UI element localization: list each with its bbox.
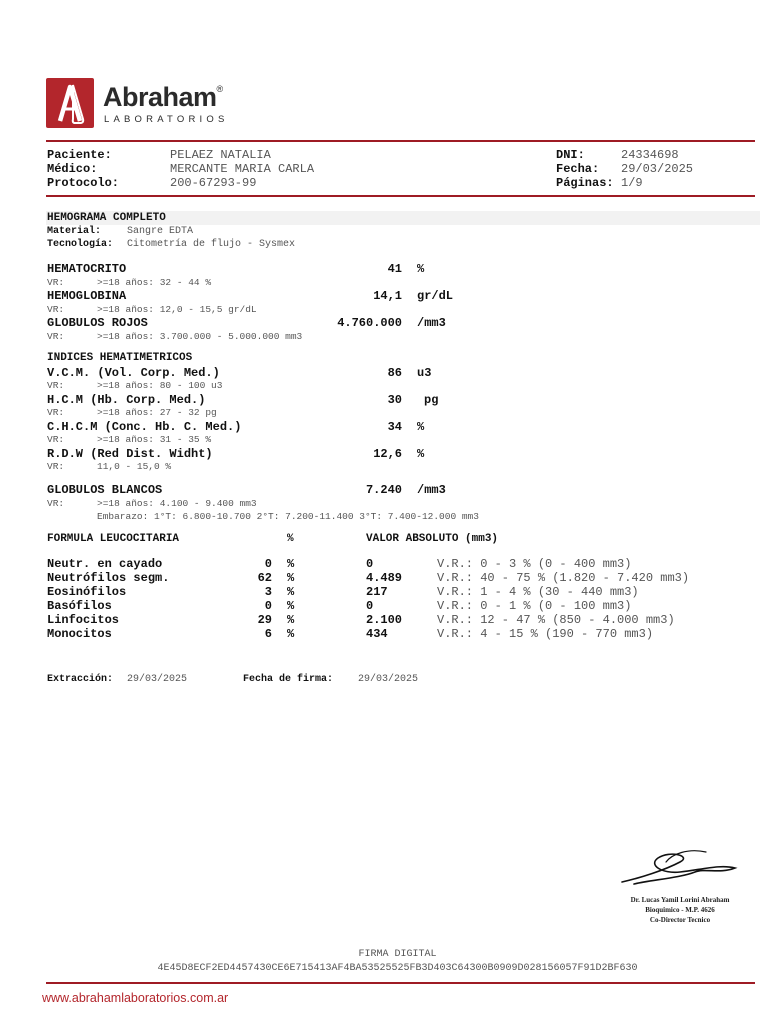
formula-cell-pct-sign: % bbox=[287, 557, 295, 571]
index-unit: u3 bbox=[417, 366, 432, 380]
vr-value: >=18 años: 12,0 - 15,5 gr/dL bbox=[97, 304, 257, 315]
paginas-value: 1/9 bbox=[621, 176, 643, 190]
handwritten-signature bbox=[610, 812, 750, 890]
index-value: 34 bbox=[387, 420, 402, 434]
formula-cell-pct: 29 bbox=[257, 613, 272, 627]
header-divider bbox=[46, 140, 755, 142]
formula-cell-pct-sign: % bbox=[287, 571, 295, 585]
result-unit: gr/dL bbox=[417, 289, 454, 303]
formula-cell-pct: 6 bbox=[264, 627, 272, 641]
index-unit: % bbox=[417, 447, 425, 461]
vr-value: >=18 años: 31 - 35 % bbox=[97, 434, 212, 445]
formula-title: FORMULA LEUCOCITARIA bbox=[47, 533, 180, 545]
formula-cell-name: Neutrófilos segm. bbox=[47, 571, 170, 585]
formula-cell-name: Neutr. en cayado bbox=[47, 557, 163, 571]
formula-cell-abs: 4.489 bbox=[366, 571, 403, 585]
protocolo-value: 200-67293-99 bbox=[170, 176, 257, 190]
material-value: Sangre EDTA bbox=[127, 226, 194, 237]
index-unit: pg bbox=[424, 393, 439, 407]
formula-cell-pct-sign: % bbox=[287, 613, 295, 627]
vr-value: >=18 años: 3.700.000 - 5.000.000 mm3 bbox=[97, 331, 303, 342]
vr-label: VR: bbox=[47, 331, 65, 342]
signer-role: Co-Director Tecnico bbox=[649, 916, 711, 924]
formula-cell-pct-sign: % bbox=[287, 599, 295, 613]
formula-cell-pct: 0 bbox=[264, 599, 272, 613]
formula-cell-vr: V.R.: 40 - 75 % (1.820 - 7.420 mm3) bbox=[437, 571, 690, 585]
paciente-value: PELAEZ NATALIA bbox=[170, 148, 271, 162]
result-unit: /mm3 bbox=[417, 316, 446, 330]
formula-cell-vr: V.R.: 0 - 3 % (0 - 400 mm3) bbox=[437, 557, 632, 571]
vr-value: >=18 años: 27 - 32 pg bbox=[97, 407, 217, 418]
vr-label: VR: bbox=[47, 380, 65, 391]
vr-label: VR: bbox=[47, 461, 65, 472]
vr-label: VR: bbox=[47, 498, 65, 509]
index-value: 30 bbox=[387, 393, 402, 407]
website-link[interactable]: www.abrahamlaboratorios.com.ar bbox=[42, 991, 229, 1005]
formula-cell-abs: 0 bbox=[366, 557, 374, 571]
formula-cell-abs: 217 bbox=[366, 585, 388, 599]
signer-name: Dr. Lucas Yamil Lorini Abraham bbox=[630, 896, 730, 904]
tecnologia-value: Citometría de flujo - Sysmex bbox=[127, 239, 296, 250]
dni-value: 24334698 bbox=[621, 148, 679, 162]
material-label: Material: bbox=[47, 226, 102, 237]
brand-subtitle: LABORATORIOS bbox=[104, 114, 229, 125]
formula-cell-vr: V.R.: 0 - 1 % (0 - 100 mm3) bbox=[437, 599, 632, 613]
firma-digital-label: FIRMA DIGITAL bbox=[358, 949, 437, 960]
fecha-label: Fecha: bbox=[556, 162, 600, 176]
blancos-name: GLOBULOS BLANCOS bbox=[47, 483, 163, 497]
index-name: V.C.M. (Vol. Corp. Med.) bbox=[47, 366, 220, 380]
result-name: GLOBULOS ROJOS bbox=[47, 316, 148, 330]
footer-divider bbox=[46, 982, 755, 984]
firma-date-label: Fecha de firma: bbox=[243, 674, 334, 685]
index-value: 12,6 bbox=[373, 447, 402, 461]
extraccion-label: Extracción: bbox=[47, 674, 114, 685]
brand-name: Abraham® bbox=[103, 82, 223, 112]
protocolo-label: Protocolo: bbox=[47, 176, 120, 190]
formula-cell-name: Linfocitos bbox=[47, 613, 120, 627]
result-name: HEMOGLOBINA bbox=[47, 289, 127, 303]
index-value: 86 bbox=[387, 366, 402, 380]
medico-value: MERCANTE MARIA CARLA bbox=[170, 162, 315, 176]
indices-title: INDICES HEMATIMETRICOS bbox=[47, 352, 193, 364]
vr-label: VR: bbox=[47, 304, 65, 315]
patient-divider bbox=[46, 195, 755, 197]
result-value: 4.760.000 bbox=[337, 316, 402, 330]
result-name: HEMATOCRITO bbox=[47, 262, 127, 276]
medico-label: Médico: bbox=[47, 162, 98, 176]
formula-cell-vr: V.R.: 12 - 47 % (850 - 4.000 mm3) bbox=[437, 613, 675, 627]
vr-label: VR: bbox=[47, 407, 65, 418]
formula-cell-vr: V.R.: 1 - 4 % (30 - 440 mm3) bbox=[437, 585, 639, 599]
dni-label: DNI: bbox=[556, 148, 585, 162]
vr-value: 11,0 - 15,0 % bbox=[97, 461, 172, 472]
index-name: R.D.W (Red Dist. Widht) bbox=[47, 447, 213, 461]
result-value: 41 bbox=[387, 262, 402, 276]
formula-abs-header: VALOR ABSOLUTO (mm3) bbox=[366, 533, 499, 545]
formula-cell-abs: 0 bbox=[366, 599, 374, 613]
vr-label: VR: bbox=[47, 434, 65, 445]
formula-cell-vr: V.R.: 4 - 15 % (190 - 770 mm3) bbox=[437, 627, 654, 641]
formula-cell-pct: 3 bbox=[264, 585, 272, 599]
signer-title: Bioquimico - M.P. 4626 bbox=[645, 906, 715, 914]
vr-label: VR: bbox=[47, 277, 65, 288]
index-name: C.H.C.M (Conc. Hb. C. Med.) bbox=[47, 420, 242, 434]
result-unit: % bbox=[417, 262, 425, 276]
result-value: 14,1 bbox=[373, 289, 402, 303]
brand-logo bbox=[46, 78, 94, 128]
index-name: H.C.M (Hb. Corp. Med.) bbox=[47, 393, 206, 407]
paginas-label: Páginas: bbox=[556, 176, 614, 190]
vr-value: >=18 años: 4.100 - 9.400 mm3 bbox=[97, 498, 257, 509]
formula-cell-name: Eosinófilos bbox=[47, 585, 127, 599]
vr-value: >=18 años: 32 - 44 % bbox=[97, 277, 212, 288]
tecnologia-label: Tecnología: bbox=[47, 239, 114, 250]
formula-cell-pct: 62 bbox=[257, 571, 272, 585]
formula-cell-pct: 0 bbox=[264, 557, 272, 571]
formula-cell-name: Basófilos bbox=[47, 599, 112, 613]
firma-digital-hash: 4E45D8ECF2ED4457430CE6E715413AF4BA53525525FB3D403C64300B0909D028156057F91D2BF630 bbox=[157, 963, 638, 974]
flask-a-logo-icon bbox=[46, 78, 94, 128]
index-unit: % bbox=[417, 420, 425, 434]
paciente-label: Paciente: bbox=[47, 148, 112, 162]
formula-cell-abs: 2.100 bbox=[366, 613, 403, 627]
vr-embarazo: Embarazo: 1°T: 6.800-10.700 2°T: 7.200-11.400 3°T: 7.400-12.000 mm3 bbox=[97, 511, 479, 522]
blancos-unit: /mm3 bbox=[417, 483, 446, 497]
formula-cell-name: Monocitos bbox=[47, 627, 112, 641]
study-title: HEMOGRAMA COMPLETO bbox=[47, 212, 166, 224]
firma-date-value: 29/03/2025 bbox=[358, 674, 419, 685]
extraccion-value: 29/03/2025 bbox=[127, 674, 188, 685]
blancos-value: 7.240 bbox=[365, 483, 402, 497]
formula-cell-pct-sign: % bbox=[287, 627, 295, 641]
vr-value: >=18 años: 80 - 100 u3 bbox=[97, 380, 223, 391]
fecha-value: 29/03/2025 bbox=[621, 162, 694, 176]
signature-block bbox=[610, 812, 750, 940]
registered-mark: ® bbox=[216, 84, 223, 94]
formula-cell-pct-sign: % bbox=[287, 585, 295, 599]
formula-cell-abs: 434 bbox=[366, 627, 388, 641]
formula-pct-header: % bbox=[287, 533, 294, 545]
